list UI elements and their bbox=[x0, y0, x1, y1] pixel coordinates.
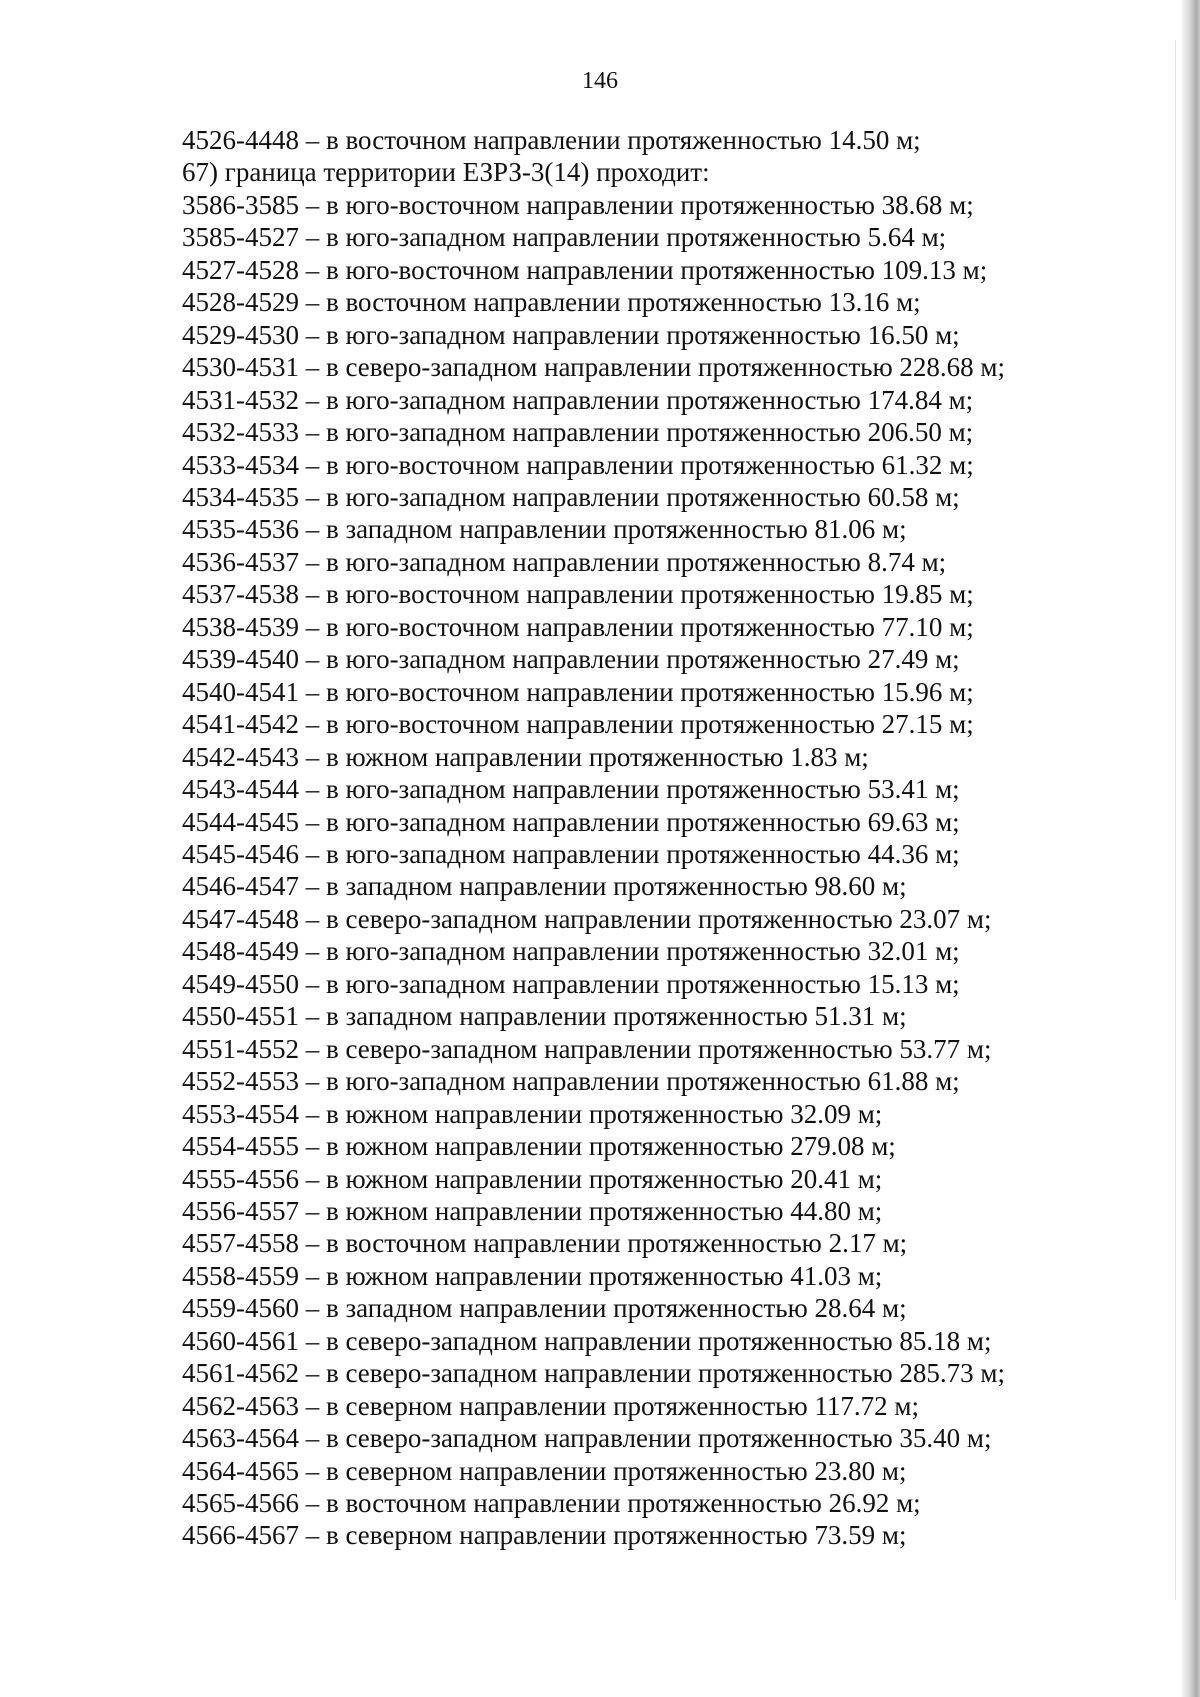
boundary-segment-line: 4558-4559 – в южном направлении протяженностью 41.03 м; bbox=[182, 1260, 883, 1291]
boundary-segment-line: 4543-4544 – в юго-западном направлении протяженностью 53.41 м; bbox=[182, 774, 960, 805]
boundary-segment-line: 4542-4543 – в южном направлении протяженностью 1.83 м; bbox=[182, 741, 869, 772]
boundary-segment-line: 4566-4567 – в северном направлении протяженностью 73.59 м; bbox=[182, 1520, 907, 1551]
boundary-segment-line: 4540-4541 – в юго-восточном направлении протяженностью 15.96 м; bbox=[182, 676, 974, 707]
boundary-segment-line: 4547-4548 – в северо-западном направлении протяженностью 23.07 м; bbox=[182, 903, 992, 934]
boundary-segment-line: 4534-4535 – в юго-западном направлении протяженностью 60.58 м; bbox=[182, 481, 960, 512]
boundary-segment-line: 4533-4534 – в юго-восточном направлении протяженностью 61.32 м; bbox=[182, 449, 974, 480]
boundary-segment-line: 4555-4556 – в южном направлении протяженностью 20.41 м; bbox=[182, 1163, 883, 1194]
boundary-segment-line: 4560-4561 – в северо-западном направлении протяженностью 85.18 м; bbox=[182, 1325, 992, 1356]
boundary-segment-line: 4535-4536 – в западном направлении протяженностью 81.06 м; bbox=[182, 514, 907, 545]
boundary-segment-line: 4529-4530 – в юго-западном направлении протяженностью 16.50 м; bbox=[182, 319, 960, 350]
boundary-segment-line: 4545-4546 – в юго-западном направлении протяженностью 44.36 м; bbox=[182, 838, 960, 869]
boundary-segment-line: 4546-4547 – в западном направлении протяженностью 98.60 м; bbox=[182, 871, 907, 902]
boundary-segment-line: 4559-4560 – в западном направлении протяженностью 28.64 м; bbox=[182, 1293, 907, 1324]
boundary-segment-line: 4532-4533 – в юго-западном направлении протяженностью 206.50 м; bbox=[182, 417, 974, 448]
boundary-segment-line: 4537-4538 – в юго-восточном направлении протяженностью 19.85 м; bbox=[182, 579, 974, 610]
boundary-segment-line: 4544-4545 – в юго-западном направлении протяженностью 69.63 м; bbox=[182, 806, 960, 837]
boundary-segment-line: 4526-4448 – в восточном направлении протяженностью 14.50 м; bbox=[182, 125, 921, 155]
boundary-segment-line: 4548-4549 – в юго-западном направлении протяженностью 32.01 м; bbox=[182, 936, 960, 967]
boundary-segment-line: 4565-4566 – в восточном направлении протяженностью 26.92 м; bbox=[182, 1488, 921, 1519]
section-heading-line: 67) граница территории ЕЗРЗ-3(14) проходит: bbox=[182, 157, 710, 188]
boundary-segment-line: 4550-4551 – в западном направлении протяженностью 51.31 м; bbox=[182, 1001, 907, 1032]
boundary-segment-line: 4538-4539 – в юго-восточном направлении протяженностью 77.10 м; bbox=[182, 611, 974, 642]
boundary-segment-line: 4531-4532 – в юго-западном направлении протяженностью 174.84 м; bbox=[182, 384, 974, 415]
boundary-segment-line: 4551-4552 – в северо-западном направлении протяженностью 53.77 м; bbox=[182, 1033, 992, 1064]
boundary-segment-line: 4553-4554 – в южном направлении протяженностью 32.09 м; bbox=[182, 1098, 883, 1129]
boundary-segment-line: 4563-4564 – в северо-западном направлении протяженностью 35.40 м; bbox=[182, 1423, 992, 1454]
boundary-segment-line: 4539-4540 – в юго-западном направлении протяженностью 27.49 м; bbox=[182, 644, 960, 675]
boundary-segment-line: 4564-4565 – в северном направлении протяженностью 23.80 м; bbox=[182, 1455, 907, 1486]
boundary-segment-line: 4536-4537 – в юго-западном направлении протяженностью 8.74 м; bbox=[182, 546, 947, 577]
boundary-segment-line: 4549-4550 – в юго-западном направлении протяженностью 15.13 м; bbox=[182, 968, 960, 999]
boundary-segment-line: 4562-4563 – в северном направлении протяженностью 117.72 м; bbox=[182, 1390, 920, 1421]
boundary-segment-line: 4556-4557 – в южном направлении протяженностью 44.80 м; bbox=[182, 1195, 883, 1226]
boundary-segment-line: 4554-4555 – в южном направлении протяженностью 279.08 м; bbox=[182, 1131, 896, 1162]
boundary-segment-line: 3585-4527 – в юго-западном направлении протяженностью 5.64 м; bbox=[182, 222, 947, 253]
boundary-segment-line: 4528-4529 – в восточном направлении протяженностью 13.16 м; bbox=[182, 287, 921, 318]
boundary-segment-line: 4527-4528 – в юго-восточном направлении протяженностью 109.13 м; bbox=[182, 254, 988, 285]
scan-edge-line bbox=[1175, 40, 1176, 1600]
boundary-description-text bbox=[182, 124, 1122, 1552]
boundary-segment-line: 3586-3585 – в юго-восточном направлении протяженностью 38.68 м; bbox=[182, 189, 974, 220]
boundary-segment-line: 4552-4553 – в юго-западном направлении протяженностью 61.88 м; bbox=[182, 1066, 960, 1097]
boundary-segment-line: 4530-4531 – в северо-западном направлении протяженностью 228.68 м; bbox=[182, 352, 1005, 383]
boundary-segment-line: 4557-4558 – в восточном направлении протяженностью 2.17 м; bbox=[182, 1228, 908, 1259]
boundary-segment-line: 4561-4562 – в северо-западном направлении протяженностью 285.73 м; bbox=[182, 1358, 1005, 1389]
scan-edge-shadow bbox=[1182, 0, 1200, 1697]
page-number: 146 bbox=[582, 68, 618, 94]
boundary-segment-line: 4541-4542 – в юго-восточном направлении протяженностью 27.15 м; bbox=[182, 709, 974, 740]
